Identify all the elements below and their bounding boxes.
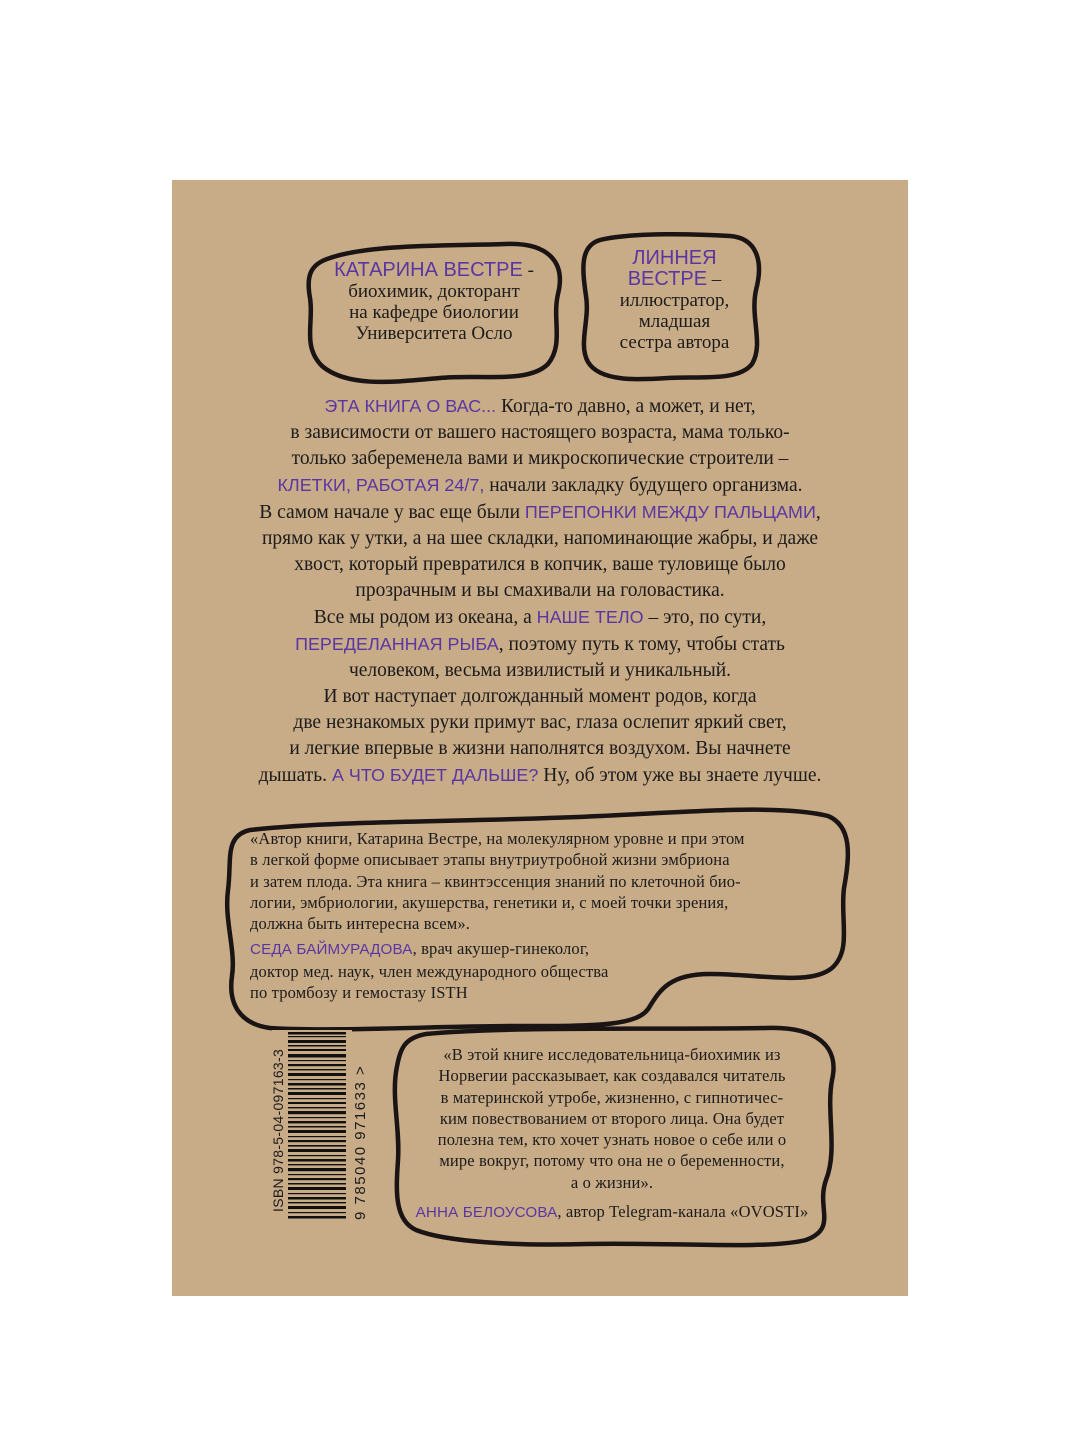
quote1	[250, 828, 830, 1003]
desc-line: прямо как у утки, а на шее складки, напоминающие жабры, и даже	[261, 528, 819, 549]
desc-line: прозрачным и вы смахивали на головастика.	[355, 580, 725, 601]
quote1-author: СЕДА БАЙМУРАДОВА	[250, 941, 413, 959]
desc-highlight: НАШЕ ТЕЛО	[536, 607, 644, 627]
desc-line: две незнакомых руки примут вас, глаза ослепит яркий свет,	[293, 712, 787, 733]
quote2-author-line	[402, 1201, 822, 1223]
desc-text: ,	[815, 502, 821, 523]
quote1-line: должна быть интересна всем».	[250, 914, 471, 934]
desc-text: Ну, об этом уже вы знаете лучше.	[538, 765, 822, 786]
desc-line	[172, 393, 908, 420]
desc-highlight: ЭТА КНИГА О ВАС...	[324, 396, 497, 416]
quote1-author-rest: , врач акушер-гинеколог,	[412, 939, 590, 959]
katarina-name: КАТАРИНА ВЕСТРЕ	[334, 259, 523, 281]
desc-highlight: ПЕРЕДЕЛАННАЯ РЫБА	[295, 634, 499, 654]
katarina-dash: -	[522, 260, 534, 281]
quote2-author-rest: , автор Telegram-канала «OVOSTI»	[557, 1202, 809, 1222]
quote1-line: логии, эмбриологии, акушерства, генетики и, с моей точки зрения,	[250, 892, 729, 912]
desc-line	[172, 472, 908, 499]
quote2	[402, 1044, 822, 1223]
desc-line: человеком, весьма извилистый и уникальный.	[348, 660, 732, 681]
linnea-name-2: ВЕСТРЕ	[627, 268, 708, 290]
linnea-name-1: ЛИННЕЯ	[632, 247, 717, 269]
desc-text: начали закладку будущего организма.	[484, 475, 803, 496]
quote1-line: в легкой форме описывает этапы внутриутробной жизни эмбриона	[250, 850, 730, 870]
quote1-author-line	[250, 938, 830, 960]
author-katarina	[314, 260, 554, 344]
desc-highlight: А ЧТО БУДЕТ ДАЛЬШЕ?	[331, 765, 539, 785]
quote1-credentials: по тромбозу и гемостазу ISTH	[250, 983, 468, 1003]
desc-text: Все мы родом из океана, а	[313, 607, 537, 628]
linnea-desc-1: иллюстратор,	[619, 290, 730, 311]
quote1-credentials: доктор мед. наук, член международного общества	[250, 961, 609, 981]
author-linnea	[592, 248, 757, 353]
katarina-desc-2: на кафедре биологии	[349, 302, 519, 323]
quote2-line: полезна тем, кто хочет узнать новое о себе или о	[437, 1130, 787, 1150]
desc-text: , поэтому путь к тому, чтобы стать	[498, 634, 785, 655]
desc-highlight: КЛЕТКИ, РАБОТАЯ 24/7,	[277, 475, 485, 495]
book-back-cover	[172, 180, 908, 1296]
desc-text: – это, по сути,	[643, 607, 767, 628]
desc-line: И вот наступает долгожданный момент родов, когда	[323, 686, 757, 707]
quote2-line: ким повествованием от второго лица. Она будет	[439, 1108, 785, 1128]
quote2-author: АННА БЕЛОУСОВА	[415, 1204, 558, 1222]
desc-text: В самом начале у вас еще были	[259, 502, 525, 523]
linnea-name-line	[592, 269, 757, 290]
quote2-line: а о жизни».	[570, 1172, 654, 1192]
isbn-number: ISBN 978-5-04-097163-3	[270, 1048, 286, 1212]
ean-digits: 9 785040 971633 >	[352, 1064, 369, 1220]
katarina-desc-1: биохимик, докторант	[348, 281, 520, 302]
quote1-line: «Автор книги, Катарина Вестре, на молекулярном уровне и при этом	[250, 829, 745, 848]
desc-line	[172, 499, 908, 526]
katarina-desc-3: Университета Осло	[355, 323, 513, 344]
linnea-desc-3: сестра автора	[619, 332, 730, 353]
desc-text: Когда-то давно, а может, и нет,	[496, 396, 756, 417]
desc-line: в зависимости от вашего настоящего возраста, мама только-	[290, 422, 790, 443]
linnea-dash: –	[707, 269, 722, 290]
desc-line: и легкие впервые в жизни наполнятся воздухом. Вы начнете	[289, 738, 791, 759]
quote2-line: мире вокруг, потому что она не о беременности,	[439, 1151, 785, 1171]
desc-line: хвост, который превратился в копчик, ваше туловище было	[294, 554, 786, 575]
linnea-desc-2: младшая	[638, 311, 711, 332]
quote2-line: Норвегии рассказывает, как создавался читатель	[438, 1066, 786, 1086]
book-description	[172, 393, 908, 789]
desc-line	[172, 762, 908, 789]
desc-highlight: ПЕРЕПОНКИ МЕЖДУ ПАЛЬЦАМИ	[524, 502, 816, 522]
quote2-line: «В этой книге исследовательница-биохимик из	[443, 1045, 781, 1064]
quote2-line: в материнской утробе, жизненно, с гипнотичес-	[440, 1087, 784, 1107]
desc-line: только забеременела вами и микроскопические строители –	[291, 448, 789, 469]
desc-line	[172, 631, 908, 658]
quote1-line: и затем плода. Эта книга – квинтэссенция знаний по клеточной био-	[250, 871, 741, 891]
katarina-name-line	[314, 260, 554, 281]
desc-text: дышать.	[258, 765, 332, 786]
desc-line	[172, 604, 908, 631]
